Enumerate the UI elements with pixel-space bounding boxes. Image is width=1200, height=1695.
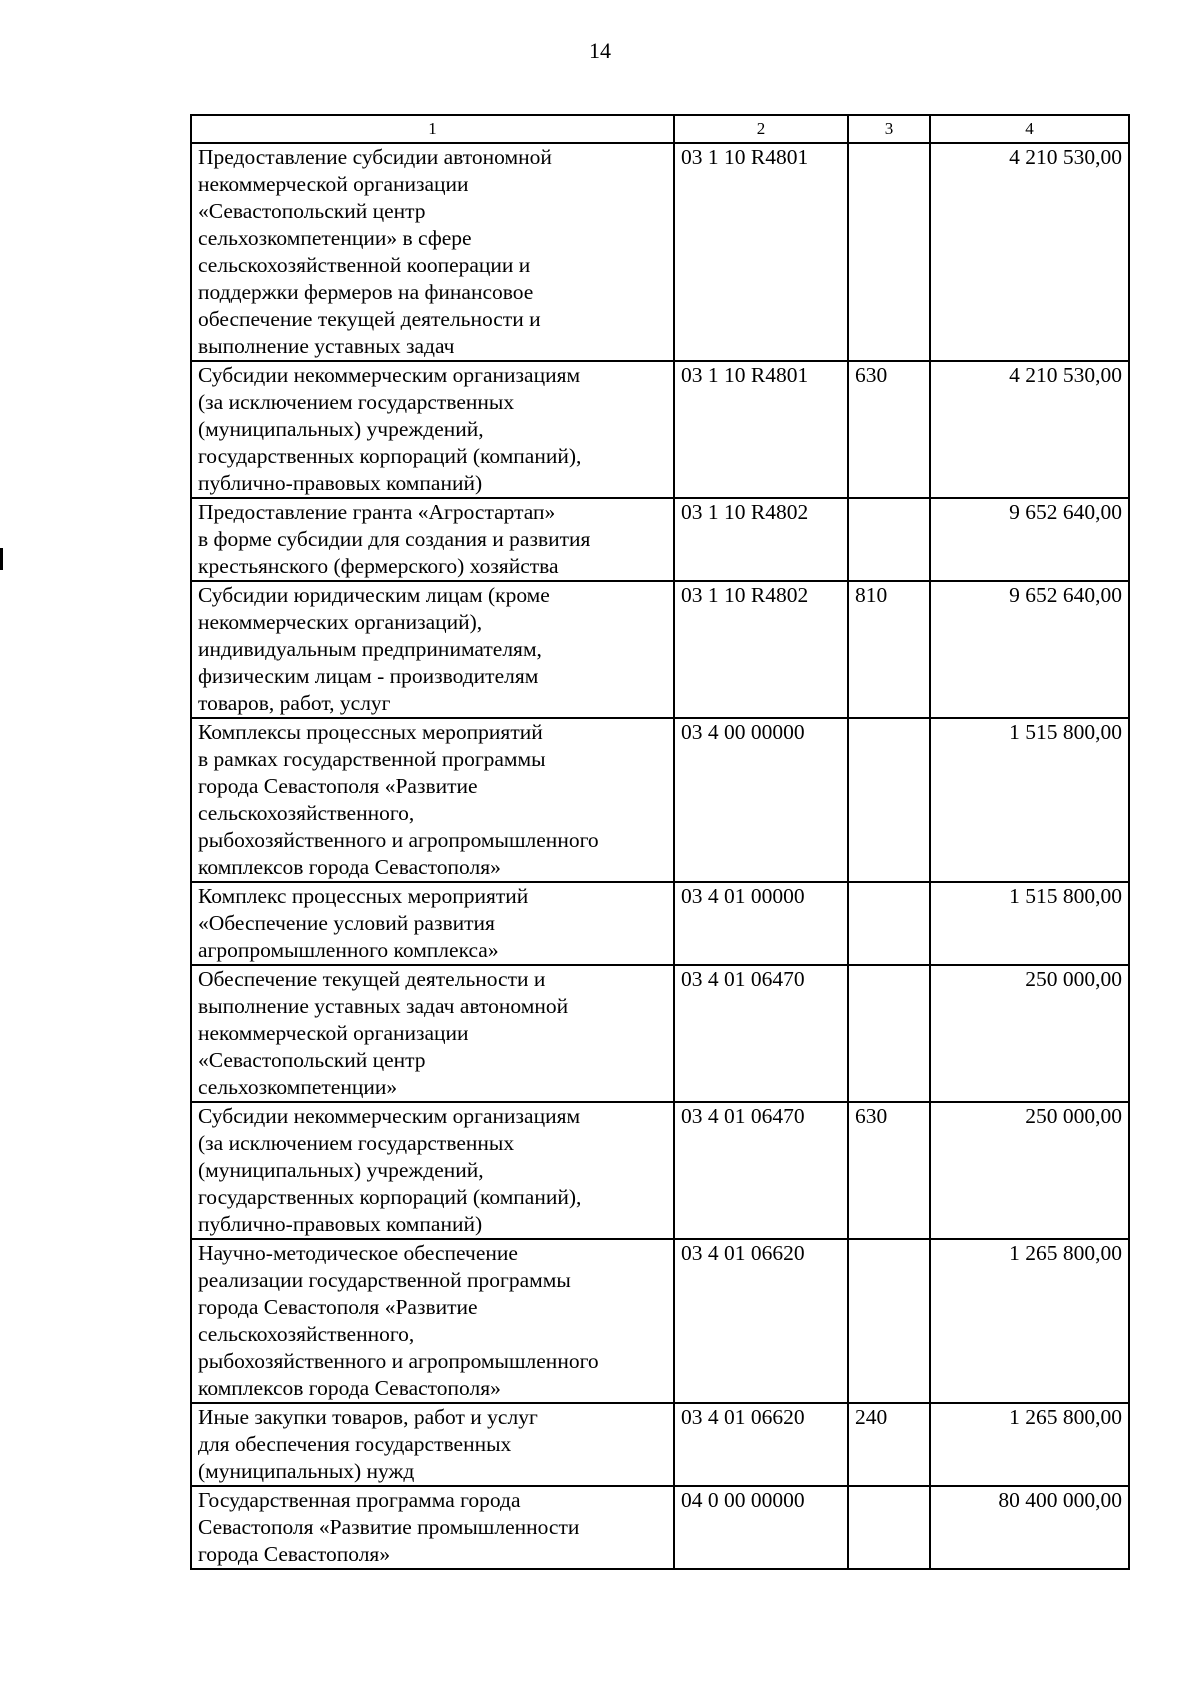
- row-name-cell: Субсидии юридическим лицам (кроме некоммерческих организаций), индивидуальным предпринимателям, физическим лицам - производителям товаров, работ, услуг: [191, 581, 674, 718]
- row-name-cell: Государственная программа города Севастополя «Развитие промышленности города Севастополя»: [191, 1486, 674, 1569]
- row-code-cell: 03 4 01 06620: [674, 1403, 848, 1486]
- row-amount-cell: 1 515 800,00: [930, 718, 1129, 882]
- row-name-cell: Предоставление гранта «Агростартап» в форме субсидии для создания и развития крестьянского (фермерского) хозяйства: [191, 498, 674, 581]
- row-type-cell: 630: [848, 1102, 930, 1239]
- row-name-cell: Обеспечение текущей деятельности и выполнение уставных задач автономной некоммерческой организации «Севастопольский центр сельхозкомпетенции»: [191, 965, 674, 1102]
- table-row: [191, 718, 1129, 882]
- row-code-cell: 04 0 00 00000: [674, 1486, 848, 1569]
- row-code-cell: 03 1 10 R4801: [674, 361, 848, 498]
- table-row: [191, 882, 1129, 965]
- row-code-cell: 03 1 10 R4801: [674, 143, 848, 361]
- row-type-cell: 630: [848, 361, 930, 498]
- row-amount-cell: 250 000,00: [930, 965, 1129, 1102]
- row-type-cell: [848, 718, 930, 882]
- row-code-cell: 03 1 10 R4802: [674, 581, 848, 718]
- column-header-3: 3: [848, 115, 930, 143]
- row-name-cell: Иные закупки товаров, работ и услуг для обеспечения государственных (муниципальных) нужд: [191, 1403, 674, 1486]
- row-name-cell: Субсидии некоммерческим организациям (за исключением государственных (муниципальных) учреждений, государственных корпораций (компаний), публично-правовых компаний): [191, 361, 674, 498]
- table-row: [191, 143, 1129, 361]
- row-type-cell: [848, 1239, 930, 1403]
- column-header-1: 1: [191, 115, 674, 143]
- row-code-cell: 03 1 10 R4802: [674, 498, 848, 581]
- row-type-cell: [848, 143, 930, 361]
- table-row: [191, 361, 1129, 498]
- row-amount-cell: 1 265 800,00: [930, 1239, 1129, 1403]
- row-amount-cell: 1 265 800,00: [930, 1403, 1129, 1486]
- row-type-cell: [848, 1486, 930, 1569]
- row-type-cell: [848, 965, 930, 1102]
- row-name-cell: Комплексы процессных мероприятий в рамках государственной программы города Севастополя «Развитие сельскохозяйственного, рыбохозяйственного и агропромышленного комплексов города Севастополя»: [191, 718, 674, 882]
- table-row: [191, 1239, 1129, 1403]
- row-type-cell: 810: [848, 581, 930, 718]
- column-header-2: 2: [674, 115, 848, 143]
- row-name-cell: Субсидии некоммерческим организациям (за исключением государственных (муниципальных) учреждений, государственных корпораций (компаний), публично-правовых компаний): [191, 1102, 674, 1239]
- row-code-cell: 03 4 01 06470: [674, 965, 848, 1102]
- budget-table: [190, 114, 1130, 1570]
- table-row: [191, 1102, 1129, 1239]
- row-amount-cell: 1 515 800,00: [930, 882, 1129, 965]
- table-row: [191, 498, 1129, 581]
- row-name-cell: Предоставление субсидии автономной некоммерческой организации «Севастопольский центр сельхозкомпетенции» в сфере сельскохозяйственной кооперации и поддержки фермеров на финансовое обеспечение текущей деятельности и выполнение уставных задач: [191, 143, 674, 361]
- table-row: [191, 1486, 1129, 1569]
- table-row: [191, 1403, 1129, 1486]
- row-type-cell: 240: [848, 1403, 930, 1486]
- row-code-cell: 03 4 01 06620: [674, 1239, 848, 1403]
- row-amount-cell: 9 652 640,00: [930, 498, 1129, 581]
- row-amount-cell: 4 210 530,00: [930, 143, 1129, 361]
- scan-edge-mark: [0, 548, 3, 570]
- row-code-cell: 03 4 01 00000: [674, 882, 848, 965]
- row-name-cell: Научно-методическое обеспечение реализации государственной программы города Севастополя «Развитие сельскохозяйственного, рыбохозяйственного и агропромышленного комплексов города Севастополя»: [191, 1239, 674, 1403]
- row-code-cell: 03 4 01 06470: [674, 1102, 848, 1239]
- row-type-cell: [848, 498, 930, 581]
- row-amount-cell: 4 210 530,00: [930, 361, 1129, 498]
- row-amount-cell: 9 652 640,00: [930, 581, 1129, 718]
- table-body: [191, 143, 1129, 1569]
- row-type-cell: [848, 882, 930, 965]
- row-code-cell: 03 4 00 00000: [674, 718, 848, 882]
- table-row: [191, 581, 1129, 718]
- table-row: [191, 965, 1129, 1102]
- row-amount-cell: 250 000,00: [930, 1102, 1129, 1239]
- row-amount-cell: 80 400 000,00: [930, 1486, 1129, 1569]
- page-number: 14: [589, 38, 611, 63]
- table-header-row: [191, 115, 1129, 143]
- row-name-cell: Комплекс процессных мероприятий «Обеспечение условий развития агропромышленного комплекса»: [191, 882, 674, 965]
- column-header-4: 4: [930, 115, 1129, 143]
